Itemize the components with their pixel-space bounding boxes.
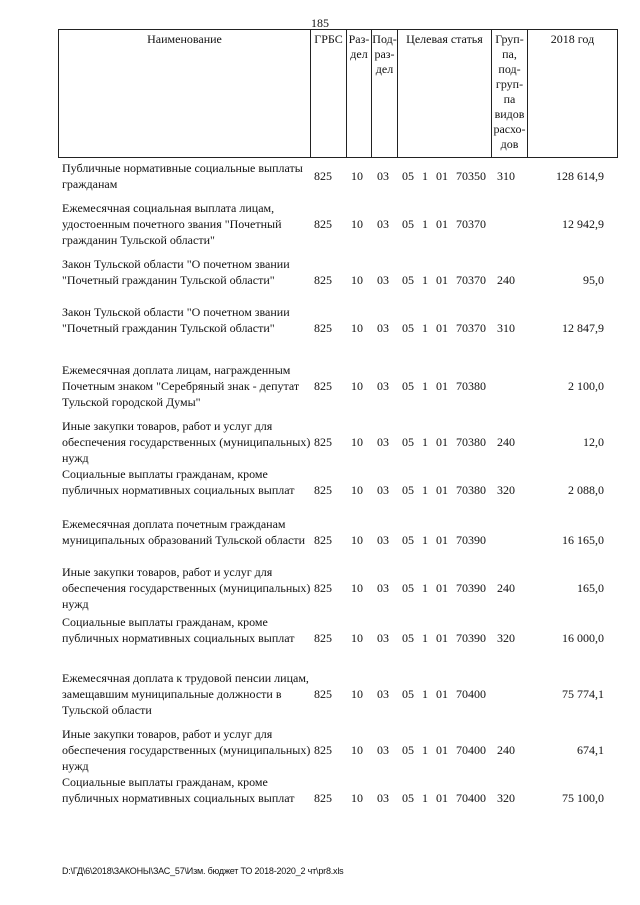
row-target: 05 1 01 70370 [402,321,486,335]
row-target: 05 1 01 70380 [402,435,486,449]
row-razdel: 10 [351,217,363,231]
header-name: Наименование [58,30,310,157]
header-grbs: ГРБС [310,30,346,157]
table-header [58,29,618,158]
row-vid: 240 [497,581,515,595]
row-podrazdel: 03 [377,379,389,393]
row-name: Ежемесячная доплата лицам, награжденным Почетным знаком "Серебряный знак - депутат Тульской городской Думы" [62,363,300,409]
page-number: 185 [311,16,329,30]
row-vid: 240 [497,435,515,449]
row-target: 05 1 01 70380 [402,379,486,393]
row-vid: 310 [497,321,515,335]
row-grbs: 825 [314,435,332,449]
row-grbs: 825 [314,687,332,701]
row-podrazdel: 03 [377,743,389,757]
header-target: Целевая статья [397,30,491,157]
row-grbs: 825 [314,321,332,335]
row-razdel: 10 [351,435,363,449]
row-grbs: 825 [314,483,332,497]
row-name: Закон Тульской области "О почетном звании "Почетный гражданин Тульской области" [62,305,290,335]
row-podrazdel: 03 [377,687,389,701]
row-podrazdel: 03 [377,533,389,547]
row-amount: 16 000,0 [562,631,604,645]
row-name: Ежемесячная социальная выплата лицам, удостоенным почетного звания "Почетный гражданин Тульской области" [62,201,282,247]
header-razdel: Раз- дел [346,30,371,157]
row-amount: 75 774,1 [562,687,604,701]
row-target: 05 1 01 70400 [402,791,486,805]
row-podrazdel: 03 [377,435,389,449]
row-amount: 2 100,0 [568,379,604,393]
row-podrazdel: 03 [377,791,389,805]
row-vid: 320 [497,483,515,497]
row-razdel: 10 [351,169,363,183]
row-razdel: 10 [351,321,363,335]
row-amount: 128 614,9 [556,169,604,183]
row-razdel: 10 [351,379,363,393]
file-path-footer: D:\ГД\6\2018\ЗАКОНЫ\ЗАС_57\Изм. бюджет ТО 2018-2020_2 чт\pr8.xls [62,866,344,876]
row-vid: 310 [497,169,515,183]
header-year: 2018 год [527,30,618,157]
row-grbs: 825 [314,379,332,393]
row-vid: 240 [497,743,515,757]
row-razdel: 10 [351,483,363,497]
row-razdel: 10 [351,791,363,805]
row-target: 05 1 01 70390 [402,581,486,595]
row-target: 05 1 01 70400 [402,743,486,757]
row-name: Публичные нормативные социальные выплаты гражданам [62,161,303,191]
row-grbs: 825 [314,581,332,595]
row-razdel: 10 [351,631,363,645]
row-target: 05 1 01 70370 [402,273,486,287]
row-name: Ежемесячная доплата к трудовой пенсии лицам, замещавшим муниципальные должности в Тульской области [62,671,309,717]
row-grbs: 825 [314,631,332,645]
row-amount: 165,0 [577,581,604,595]
row-name: Иные закупки товаров, работ и услуг для обеспечения государственных (муниципальных) нужд [62,565,311,611]
row-target: 05 1 01 70390 [402,631,486,645]
row-podrazdel: 03 [377,217,389,231]
row-podrazdel: 03 [377,581,389,595]
row-razdel: 10 [351,687,363,701]
row-grbs: 825 [314,743,332,757]
row-podrazdel: 03 [377,631,389,645]
row-amount: 16 165,0 [562,533,604,547]
header-podrazdel: Под- раз- дел [371,30,397,157]
row-name: Социальные выплаты гражданам, кроме публичных нормативных социальных выплат [62,615,295,645]
row-target: 05 1 01 70370 [402,217,486,231]
header-vid: Груп- па, под- груп- па видов расхо- дов [491,30,527,157]
row-target: 05 1 01 70400 [402,687,486,701]
row-name: Социальные выплаты гражданам, кроме публичных нормативных социальных выплат [62,775,295,805]
row-amount: 75 100,0 [562,791,604,805]
row-razdel: 10 [351,533,363,547]
row-vid: 240 [497,273,515,287]
row-name: Социальные выплаты гражданам, кроме публичных нормативных социальных выплат [62,467,295,497]
row-podrazdel: 03 [377,483,389,497]
row-grbs: 825 [314,217,332,231]
row-podrazdel: 03 [377,273,389,287]
row-name: Иные закупки товаров, работ и услуг для обеспечения государственных (муниципальных) нужд [62,727,311,773]
row-amount: 12 847,9 [562,321,604,335]
row-target: 05 1 01 70350 [402,169,486,183]
row-amount: 12,0 [583,435,604,449]
row-grbs: 825 [314,169,332,183]
row-grbs: 825 [314,533,332,547]
row-target: 05 1 01 70390 [402,533,486,547]
row-vid: 320 [497,791,515,805]
row-amount: 12 942,9 [562,217,604,231]
row-amount: 2 088,0 [568,483,604,497]
row-target: 05 1 01 70380 [402,483,486,497]
row-razdel: 10 [351,581,363,595]
row-amount: 95,0 [583,273,604,287]
row-grbs: 825 [314,273,332,287]
row-name: Иные закупки товаров, работ и услуг для обеспечения государственных (муниципальных) нужд [62,419,311,465]
row-vid: 320 [497,631,515,645]
row-name: Ежемесячная доплата почетным гражданам муниципальных образований Тульской области [62,517,306,547]
row-podrazdel: 03 [377,169,389,183]
row-grbs: 825 [314,791,332,805]
row-amount: 674,1 [577,743,604,757]
row-razdel: 10 [351,743,363,757]
row-razdel: 10 [351,273,363,287]
row-podrazdel: 03 [377,321,389,335]
row-name: Закон Тульской области "О почетном звании "Почетный гражданин Тульской области" [62,257,290,287]
